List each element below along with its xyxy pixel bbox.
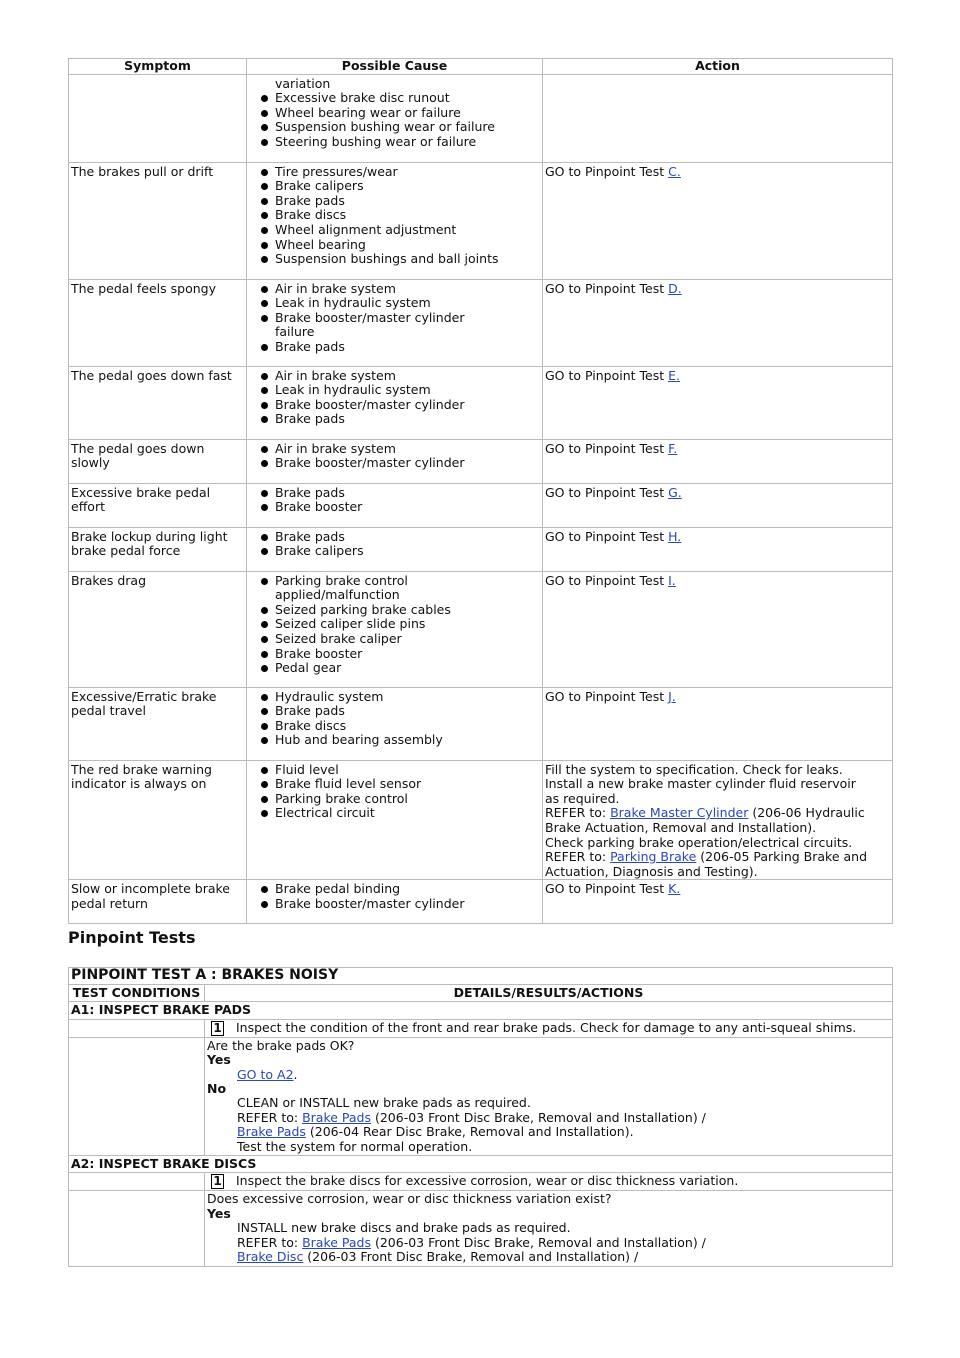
action-line: Actuation, Diagnosis and Testing).	[545, 863, 758, 879]
possible-cause-header: Possible Cause	[247, 59, 543, 75]
cause-item: Brake booster/master cylinder	[275, 456, 540, 471]
a1-no-test-line: Test the system for normal operation.	[237, 1138, 473, 1154]
action-text: GO to Pinpoint Test	[545, 280, 669, 296]
possible-cause-cell	[247, 527, 543, 571]
possible-cause-cell	[247, 687, 543, 760]
cause-item: Seized caliper slide pins	[275, 617, 540, 632]
action-text: GO to Pinpoint Test	[545, 163, 669, 179]
step-a1-result-cell	[205, 1037, 893, 1155]
cause-item: Brake pads	[275, 704, 540, 719]
action-cell	[543, 162, 893, 279]
brake-master-cylinder-link[interactable]: Brake Master Cylinder	[610, 805, 749, 821]
action-text: GO to Pinpoint Test	[545, 881, 669, 897]
action-header: Action	[543, 59, 893, 75]
action-ref-text: (206-06 Hydraulic	[748, 805, 865, 821]
cause-item: Wheel alignment adjustment	[275, 223, 540, 238]
a2-yes-instruction: INSTALL new brake discs and brake pads as required.	[237, 1220, 571, 1236]
action-line: as required.	[545, 790, 620, 806]
possible-cause-cell	[247, 880, 543, 924]
symptom-cell: The pedal goes down slowly	[69, 439, 247, 483]
symptom-cell: Slow or incomplete brake pedal return	[69, 880, 247, 924]
action-text: GO to Pinpoint Test	[545, 367, 669, 383]
cause-item: Excessive brake disc runout	[275, 91, 540, 106]
possible-cause-cell	[247, 571, 543, 687]
step-a2-instruction: Inspect the brake discs for excessive corrosion, wear or disc thickness variation.	[236, 1173, 739, 1189]
refer-label: REFER to:	[237, 1109, 303, 1125]
possible-cause-cell	[247, 162, 543, 279]
action-cell	[543, 687, 893, 760]
possible-cause-cell	[247, 279, 543, 366]
brake-pads-link[interactable]: Brake Pads	[302, 1109, 371, 1125]
no-label: No	[207, 1081, 227, 1097]
cause-item: Wheel bearing	[275, 238, 540, 253]
symptom-cell	[69, 74, 247, 162]
action-line: Fill the system to specification. Check for leaks.	[545, 761, 843, 777]
symptom-row	[69, 687, 893, 760]
step-a1-question: Are the brake pads OK?	[207, 1037, 355, 1053]
cause-item: failure	[275, 324, 315, 340]
symptom-table-header	[69, 59, 893, 75]
pinpoint-test-title: PINPOINT TEST A : BRAKES NOISY	[69, 968, 893, 985]
symptom-cell: The brakes pull or drift	[69, 162, 247, 279]
step-a1-heading: A1: INSPECT BRAKE PADS	[69, 1002, 893, 1019]
cause-item: Suspension bushings and ball joints	[275, 252, 540, 267]
symptom-cell: The pedal feels spongy	[69, 279, 247, 366]
step-a1-condition-cell	[69, 1019, 205, 1037]
action-cell	[543, 760, 893, 880]
symptom-table-body	[69, 74, 893, 924]
possible-cause-cell	[247, 366, 543, 439]
action-line: Install a new brake master cylinder fluid reservoir	[545, 776, 856, 792]
symptom-row	[69, 366, 893, 439]
cause-item: Leak in hydraulic system	[275, 383, 540, 398]
cause-item: Brake booster	[275, 647, 540, 662]
symptom-row	[69, 439, 893, 483]
a1-no-ref-text-2: (206-04 Rear Disc Brake, Removal and Installation).	[305, 1124, 634, 1140]
symptom-cell: The red brake warning indicator is always on	[69, 760, 247, 880]
go-to-a2-link[interactable]: GO to A2	[237, 1066, 294, 1082]
action-cell	[543, 571, 893, 687]
a2-yes-refer-line	[237, 1236, 890, 1250]
brake-pads-rear-link[interactable]: Brake Pads	[237, 1124, 306, 1140]
a2-yes-ref-text: (206-03 Front Disc Brake, Removal and Installation) /	[371, 1234, 706, 1250]
cause-item: Air in brake system	[275, 369, 540, 384]
action-line: Brake Actuation, Removal and Installation).	[545, 819, 817, 835]
step-a2-condition-cell	[69, 1173, 205, 1191]
cause-item: Seized brake caliper	[275, 632, 540, 647]
cause-list	[249, 882, 540, 911]
symptom-cell: Brakes drag	[69, 571, 247, 687]
brake-pads-link[interactable]: Brake Pads	[302, 1234, 371, 1250]
refer-label: REFER to:	[237, 1234, 303, 1250]
possible-cause-cell	[247, 74, 543, 162]
a1-no-instruction: CLEAN or INSTALL new brake pads as required.	[237, 1095, 531, 1111]
action-refer-line	[545, 850, 890, 865]
cause-item: Leak in hydraulic system	[275, 296, 540, 311]
cause-item: Brake calipers	[275, 544, 540, 559]
action-text: GO to Pinpoint Test	[545, 484, 669, 500]
cause-item: Pedal gear	[275, 661, 540, 676]
a2-yes-action	[207, 1221, 890, 1264]
cause-item: Hydraulic system	[275, 690, 540, 705]
pinpoint-test-link[interactable]: E.	[668, 367, 680, 383]
action-cell	[543, 74, 893, 162]
cause-item: Brake pads	[275, 530, 540, 545]
action-cell	[543, 880, 893, 924]
symptom-row	[69, 162, 893, 279]
cause-item: Tire pressures/wear	[275, 165, 540, 180]
cause-item: Brake booster/master cylinder	[275, 897, 540, 912]
symptom-cell: Brake lockup during light brake pedal force	[69, 527, 247, 571]
a1-yes-period: .	[293, 1066, 298, 1082]
details-results-actions-header: DETAILS/RESULTS/ACTIONS	[205, 985, 893, 1002]
symptom-row	[69, 527, 893, 571]
a2-yes-refer-line-2	[237, 1250, 890, 1264]
step-a2-heading: A2: INSPECT BRAKE DISCS	[69, 1156, 893, 1173]
cause-list	[249, 530, 540, 559]
action-ref-text: (206-05 Parking Brake and	[696, 849, 868, 865]
cause-item: Brake pads	[275, 412, 540, 427]
cause-item: Fluid level	[275, 763, 540, 778]
step-a2-question: Does excessive corrosion, wear or disc thickness variation exist?	[207, 1191, 612, 1207]
symptom-cell: Excessive brake pedal effort	[69, 483, 247, 527]
a1-yes-action	[207, 1068, 890, 1082]
action-line: Check parking brake operation/electrical circuits.	[545, 834, 853, 850]
cause-item: Brake pedal binding	[275, 882, 540, 897]
symptom-cell: Excessive/Erratic brake pedal travel	[69, 687, 247, 760]
step-number-badge: 1	[211, 1174, 224, 1189]
pinpoint-test-link[interactable]: G.	[668, 484, 682, 500]
a1-no-refer-line	[237, 1111, 890, 1125]
step-a1-instruction-cell	[205, 1019, 893, 1037]
pinpoint-test-link[interactable]: C.	[668, 163, 681, 179]
cause-item: Brake pads	[275, 486, 540, 501]
cause-list	[249, 690, 540, 748]
cause-list	[249, 574, 540, 676]
cause-item: variation	[275, 75, 331, 91]
symptom-row	[69, 760, 893, 880]
action-refer-line	[545, 806, 890, 821]
symptom-cell: The pedal goes down fast	[69, 366, 247, 439]
action-text: GO to Pinpoint Test	[545, 688, 669, 704]
action-cell	[543, 527, 893, 571]
pinpoint-test-link[interactable]: H.	[668, 528, 682, 544]
action-text: GO to Pinpoint Test	[545, 572, 669, 588]
cause-item: Brake booster/master cylinder	[275, 398, 540, 413]
possible-cause-cell	[247, 439, 543, 483]
pinpoint-test-link[interactable]: K.	[668, 881, 681, 897]
cause-item: Brake booster	[275, 500, 540, 515]
step-a1-instruction: Inspect the condition of the front and rear brake pads. Check for damage to any anti-squeal shims.	[236, 1019, 857, 1035]
cause-item: Brake fluid level sensor	[275, 777, 540, 792]
symptom-header: Symptom	[69, 59, 247, 75]
step-a1-result-condition-cell	[69, 1037, 205, 1155]
cause-list	[249, 442, 540, 471]
pinpoint-test-link[interactable]: J.	[668, 688, 676, 704]
step-a2-instruction-cell	[205, 1173, 893, 1191]
symptom-row	[69, 571, 893, 687]
action-text: GO to Pinpoint Test	[545, 528, 669, 544]
step-a2-result-condition-cell	[69, 1191, 205, 1266]
cause-item: Air in brake system	[275, 282, 540, 297]
parking-brake-link[interactable]: Parking Brake	[610, 849, 697, 865]
possible-cause-cell	[247, 483, 543, 527]
action-text: GO to Pinpoint Test	[545, 440, 669, 456]
cause-list	[249, 486, 540, 515]
refer-label: REFER to:	[545, 849, 611, 865]
a1-no-refer-line-2	[237, 1125, 890, 1139]
cause-item: Parking brake control	[275, 574, 540, 589]
cause-list	[249, 165, 540, 267]
symptom-row	[69, 483, 893, 527]
action-cell	[543, 366, 893, 439]
yes-label: Yes	[207, 1052, 231, 1068]
action-cell	[543, 439, 893, 483]
cause-item: Brake pads	[275, 194, 540, 209]
cause-item: Seized parking brake cables	[275, 603, 540, 618]
cause-list	[249, 77, 540, 150]
symptom-row	[69, 279, 893, 366]
test-conditions-header: TEST CONDITIONS	[69, 985, 205, 1002]
step-a2-result-cell	[205, 1191, 893, 1266]
cause-item: Parking brake control	[275, 792, 540, 807]
section-heading: Pinpoint Tests	[68, 928, 196, 947]
cause-item: Brake discs	[275, 208, 540, 223]
pinpoint-test-link[interactable]: D.	[668, 280, 682, 296]
brake-disc-link[interactable]: Brake Disc	[237, 1249, 304, 1265]
action-cell	[543, 279, 893, 366]
cause-item: Brake booster/master cylinder	[275, 311, 540, 326]
cause-item: applied/malfunction	[275, 587, 400, 603]
cause-item: Suspension bushing wear or failure	[275, 120, 540, 135]
pinpoint-test-table	[68, 967, 893, 1267]
symptom-row	[69, 880, 893, 924]
action-cell	[543, 483, 893, 527]
a1-no-ref-text: (206-03 Front Disc Brake, Removal and Installation) /	[371, 1109, 706, 1125]
pinpoint-test-link[interactable]: F.	[668, 440, 678, 456]
cause-list	[249, 763, 540, 821]
cause-item: Brake pads	[275, 340, 540, 355]
symptom-row	[69, 74, 893, 162]
cause-item: Air in brake system	[275, 442, 540, 457]
cause-item: Hub and bearing assembly	[275, 733, 540, 748]
cause-item: Steering bushing wear or failure	[275, 135, 540, 150]
cause-list	[249, 282, 540, 355]
refer-label: REFER to:	[545, 805, 611, 821]
a2-yes-ref-text-2: (206-03 Front Disc Brake, Removal and Installation) /	[303, 1249, 639, 1265]
a1-no-action	[207, 1096, 890, 1154]
step-number-badge: 1	[211, 1021, 224, 1036]
cause-item: Brake discs	[275, 719, 540, 734]
possible-cause-cell	[247, 760, 543, 880]
cause-item: Wheel bearing wear or failure	[275, 106, 540, 121]
symptom-table	[68, 58, 893, 924]
pinpoint-test-link[interactable]: I.	[668, 572, 676, 588]
cause-item: Electrical circuit	[275, 806, 540, 821]
yes-label: Yes	[207, 1205, 231, 1221]
cause-list	[249, 369, 540, 427]
cause-item: Brake calipers	[275, 179, 540, 194]
